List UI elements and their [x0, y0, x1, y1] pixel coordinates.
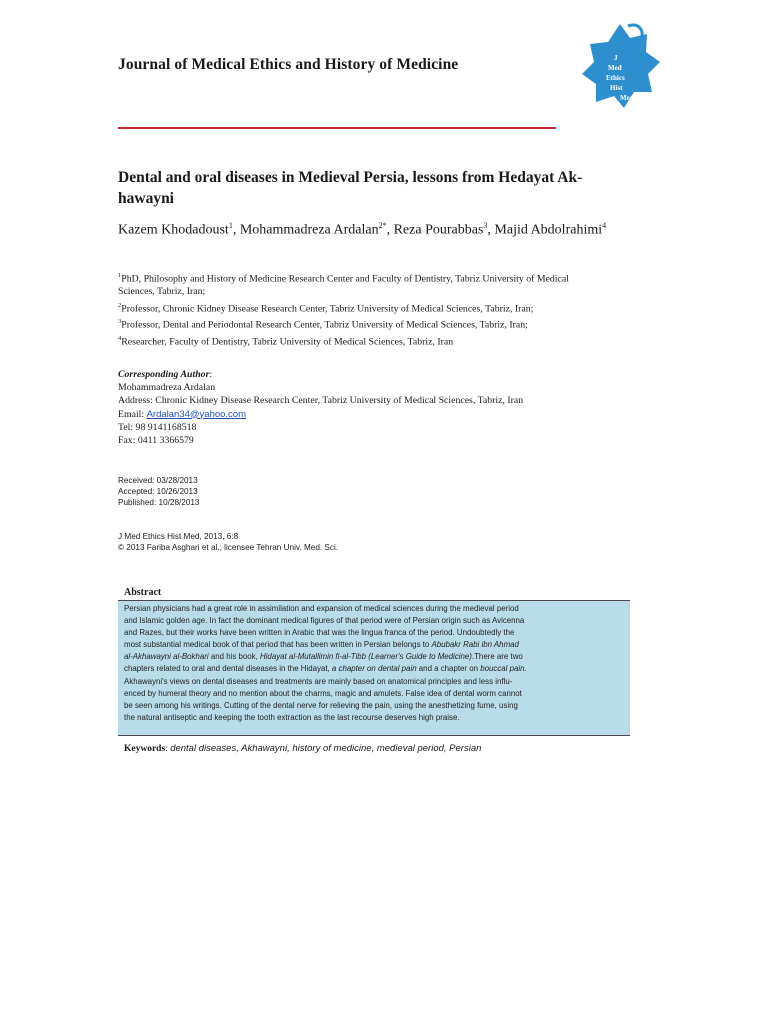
abstract-text: .There are two: [471, 652, 523, 662]
abstract-box: [118, 600, 630, 736]
author-sep: ,: [386, 222, 394, 238]
abstract-italic: Abubakr Rabi ibn Ahmad: [431, 640, 519, 650]
corresponding-author: [118, 368, 638, 447]
abstract-line: and Razes, but their works have been written in Arabic that was the lingua franca of the period. Undoubtedly the: [124, 628, 515, 638]
affiliation-2: [118, 299, 638, 315]
abstract-text: most substantial medical book of that period that has been written in Persian belongs to: [124, 640, 432, 650]
publication-dates: [118, 475, 200, 508]
affiliation-4: [118, 332, 638, 348]
affiliation-1-cont: Sciences, Tabriz, Iran;: [118, 286, 206, 298]
keywords-label: Keywords: [124, 744, 166, 754]
date-accepted: Accepted: 10/26/2013: [118, 487, 198, 496]
author-name: Mohammadreza Ardalan: [239, 222, 379, 238]
author-sep: ,: [487, 222, 495, 238]
article-title-line-2: hawayni: [118, 190, 174, 207]
date-received: Received: 03/28/2013: [118, 476, 198, 485]
affiliation-sup: 2: [118, 301, 122, 309]
corresponding-tel: Tel: 98 9141168518: [118, 421, 197, 433]
corresponding-colon: :: [209, 369, 213, 380]
corresponding-label: Corresponding Author: [118, 369, 210, 380]
email-link[interactable]: Ardalan34@yahoo.com: [146, 408, 247, 420]
abstract-italic: bouccal pain.: [480, 664, 527, 674]
citation-ref: J Med Ethics Hist Med, 2013, 6:8: [118, 532, 239, 541]
corresponding-address: Address: Chronic Kidney Disease Research Center, Tabriz University of Medical Sciences, Tabriz, Iran: [118, 395, 524, 407]
abstract-line: and Islamic golden age. In fact the dominant medical figures of that period were of Persian origin such as Avicenna: [124, 616, 525, 626]
abstract-italic: a chapter on dental pain: [331, 664, 417, 674]
abstract-text: and his book,: [208, 652, 260, 662]
article-title-line-1: Dental and oral diseases in Medieval Persia, lessons from Hedayat Ak-: [118, 169, 583, 186]
author-sup: 2*: [378, 221, 387, 230]
author-sup: 1: [228, 221, 233, 230]
corresponding-label-line: [118, 368, 638, 381]
corresponding-email-line: [118, 408, 638, 421]
abstract-line: [124, 639, 626, 651]
affiliation-text: PhD, Philosophy and History of Medicine Research Center and Faculty of Dentistry, Tabriz University of Medical: [121, 273, 569, 285]
keywords-colon: :: [165, 744, 168, 754]
author-sup: 4: [602, 221, 607, 230]
journal-title: Journal of Medical Ethics and History of Medicine: [118, 56, 459, 73]
affiliation-1: [118, 269, 638, 285]
corresponding-name: Mohammadreza Ardalan: [118, 382, 216, 394]
affiliation-text: Researcher, Faculty of Dentistry, Tabriz University of Medical Sciences, Tabriz, Iran: [121, 335, 454, 347]
affiliation-sup: 4: [118, 334, 122, 342]
abstract-line: Persian physicians had a great role in assimilation and expansion of medical sciences during the medieval period: [124, 604, 519, 613]
logo-star-icon: [580, 20, 660, 120]
logo-line-5: Med: [620, 94, 634, 102]
author-name: Majid Abdolrahimi: [494, 222, 603, 238]
citation-block: [118, 531, 338, 553]
abstract-line: be seen among his writings. Cutting of the dental nerve for relieving the pain, using the anesthetizing fume, using: [124, 700, 518, 710]
keywords: [124, 743, 481, 754]
affiliation-sup: 3: [118, 318, 122, 326]
abstract-line: enced by humeral theory and no mention about the charms, magic and amulets. False idea of dental worm cannot: [124, 688, 522, 698]
email-label: Email:: [118, 408, 147, 420]
abstract-italic: Hidayat al-Mutallimin fi-al-Tibb (Learner's Guide to Medicine): [259, 652, 472, 662]
logo-line-3: Ethics: [606, 74, 625, 82]
date-published: Published: 10/28/2013: [118, 498, 200, 507]
keywords-value: dental diseases, Akhawayni, history of medicine, medieval period, Persian: [170, 743, 482, 754]
copyright-notice: © 2013 Fariba Asghari et al.; licensee Tehran Univ. Med. Sci.: [118, 543, 339, 552]
header-rule: [118, 127, 556, 129]
author-name: Reza Pourabbas: [393, 222, 484, 238]
affiliation-sup: 1: [118, 272, 122, 279]
affiliations: [118, 269, 638, 348]
logo-line-4: Hist: [610, 84, 623, 92]
logo-line-2: Med: [608, 64, 622, 72]
abstract-line: [124, 663, 626, 675]
affiliation-3: [118, 315, 638, 331]
affiliation-text: Professor, Dental and Periodontal Research Center, Tabriz University of Medical Sciences, Tabriz, Iran;: [121, 319, 528, 331]
journal-logo: [580, 20, 660, 120]
logo-line-1: J: [614, 54, 618, 62]
author-list: [118, 221, 658, 239]
abstract-line: Akhawayni's views on dental diseases and treatments are mainly based on anatomical principles and less influ-: [124, 676, 513, 686]
abstract-text: and a chapter on: [416, 664, 481, 674]
abstract-line: [124, 651, 626, 663]
abstract-text: chapters related to oral and dental diseases in the Hidayat,: [124, 664, 332, 674]
article-title: [118, 167, 638, 209]
abstract-heading: Abstract: [124, 587, 162, 598]
corresponding-fax: Fax: 0411 3366579: [118, 435, 194, 447]
affiliation-text: Professor, Chronic Kidney Disease Research Center, Tabriz University of Medical Sciences, Tabriz, Iran;: [121, 302, 534, 314]
author-sup: 3: [483, 221, 488, 230]
abstract-line: the natural antiseptic and keeping the tooth extraction as the last recourse deserves high praise.: [124, 712, 460, 722]
author-name: Kazem Khodadoust: [118, 222, 229, 238]
author-sep: ,: [232, 222, 240, 238]
abstract-italic: al-Akhawayni al-Bokhari: [124, 652, 209, 662]
